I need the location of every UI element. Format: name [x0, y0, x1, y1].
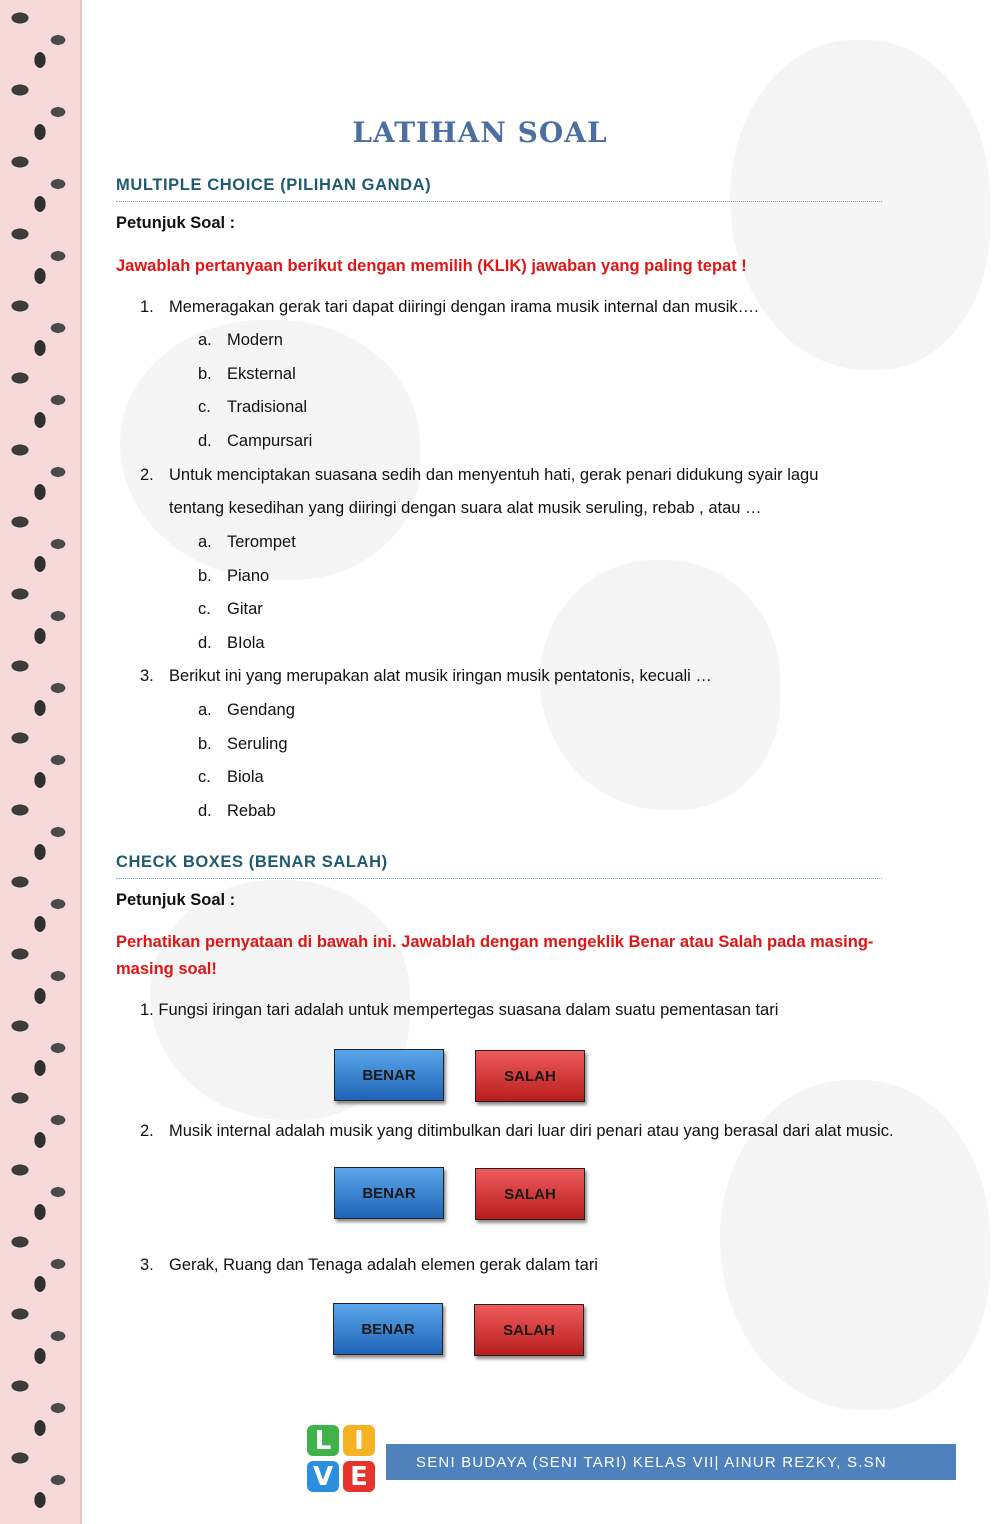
option-text: Eksternal: [227, 365, 296, 383]
mc-q2-option-a[interactable]: [198, 533, 296, 552]
mc-q3-option-d[interactable]: [198, 802, 276, 821]
benar-button-q3[interactable]: BENAR: [333, 1303, 443, 1355]
question-number: 3.: [140, 1256, 154, 1274]
tf-question-1: [140, 1001, 778, 1020]
option-letter: a.: [198, 331, 212, 349]
option-letter: d.: [198, 634, 212, 652]
mc-q1-option-d[interactable]: [198, 432, 312, 451]
mc-q3-option-b[interactable]: [198, 735, 288, 754]
option-text: Gitar: [227, 600, 263, 618]
option-text: Modern: [227, 331, 283, 349]
live-logo: [307, 1425, 377, 1493]
mc-question-2: [140, 459, 880, 525]
mc-q2-option-c[interactable]: [198, 600, 263, 619]
mc-q2-option-d[interactable]: [198, 634, 265, 653]
logo-tile: L: [307, 1425, 339, 1456]
question-number: 3.: [140, 667, 154, 685]
tf-instruction: Perhatikan pernyataan di bawah ini. Jawablah dengan mengeklik Benar atau Salah pada masing-masing soal!: [116, 933, 874, 978]
mc-q1-option-a[interactable]: [198, 331, 283, 350]
question-text: Berikut ini yang merupakan alat musik iringan musik pentatonis, kecuali …: [169, 667, 712, 685]
question-text: Fungsi iringan tari adalah untuk mempertegas suasana dalam suatu pementasan tari: [158, 1001, 779, 1019]
footer-text: SENI BUDAYA (SENI TARI) KELAS VII| AINUR REZKY, S.SN: [416, 1453, 887, 1471]
mc-q3-option-c[interactable]: [198, 768, 264, 787]
option-text: Seruling: [227, 735, 288, 753]
mc-q1-option-b[interactable]: [198, 365, 296, 384]
mc-instruction-label: Petunjuk Soal :: [116, 214, 236, 232]
logo-tile: V: [307, 1461, 339, 1492]
option-text: BIola: [227, 634, 265, 652]
benar-button-q2[interactable]: BENAR: [334, 1167, 444, 1219]
mc-instruction: Jawablah pertanyaan berikut dengan memilih (KLIK) jawaban yang paling tepat !: [116, 257, 747, 275]
option-letter: d.: [198, 802, 212, 820]
salah-button-q2[interactable]: SALAH: [475, 1168, 585, 1220]
tf-instruction-label: Petunjuk Soal :: [116, 891, 236, 909]
tf-question-3: [140, 1256, 598, 1275]
option-letter: b.: [198, 567, 212, 585]
option-letter: c.: [198, 768, 211, 786]
mc-section-heading: MULTIPLE CHOICE (PILIHAN GANDA): [116, 176, 882, 202]
question-number: 1.: [140, 1001, 154, 1019]
logo-tile: E: [343, 1461, 375, 1492]
question-number: 2.: [140, 466, 154, 484]
option-letter: c.: [198, 398, 211, 416]
option-letter: d.: [198, 432, 212, 450]
question-text: Memeragakan gerak tari dapat diiringi dengan irama musik internal dan musik….: [169, 298, 759, 316]
mc-q3-option-a[interactable]: [198, 701, 295, 720]
page-title: LATIHAN SOAL: [352, 116, 608, 149]
option-text: Terompet: [227, 533, 296, 551]
option-letter: b.: [198, 365, 212, 383]
mc-q1-option-c[interactable]: [198, 398, 307, 417]
question-text: Gerak, Ruang dan Tenaga adalah elemen gerak dalam tari: [169, 1256, 598, 1274]
option-text: Gendang: [227, 701, 295, 719]
question-number: 2.: [140, 1122, 154, 1140]
question-text: Untuk menciptakan suasana sedih dan menyentuh hati, gerak penari didukung syair lagu tentang kesedihan yang diiringi dengan suara alat musik seruling, rebab , atau …: [169, 466, 819, 517]
salah-button-q1[interactable]: SALAH: [475, 1050, 585, 1102]
mc-question-3: [140, 660, 880, 693]
option-letter: a.: [198, 533, 212, 551]
option-text: Tradisional: [227, 398, 308, 416]
benar-button-q1[interactable]: BENAR: [334, 1049, 444, 1101]
salah-button-q3[interactable]: SALAH: [474, 1304, 584, 1356]
footer-bar: [386, 1444, 956, 1480]
mc-q2-option-b[interactable]: [198, 567, 269, 586]
option-letter: a.: [198, 701, 212, 719]
option-letter: b.: [198, 735, 212, 753]
option-letter: c.: [198, 600, 211, 618]
tf-section-heading: CHECK BOXES (BENAR SALAH): [116, 853, 882, 879]
option-text: Biola: [227, 768, 264, 786]
question-text: Musik internal adalah musik yang ditimbulkan dari luar diri penari atau yang berasal dari alat music.: [169, 1122, 894, 1140]
tf-question-2: [140, 1122, 894, 1141]
question-number: 1.: [140, 298, 154, 316]
logo-tile: I: [343, 1425, 375, 1456]
option-text: Rebab: [227, 802, 276, 820]
option-text: Campursari: [227, 432, 313, 450]
mc-question-1: [140, 291, 880, 324]
option-text: Piano: [227, 567, 270, 585]
